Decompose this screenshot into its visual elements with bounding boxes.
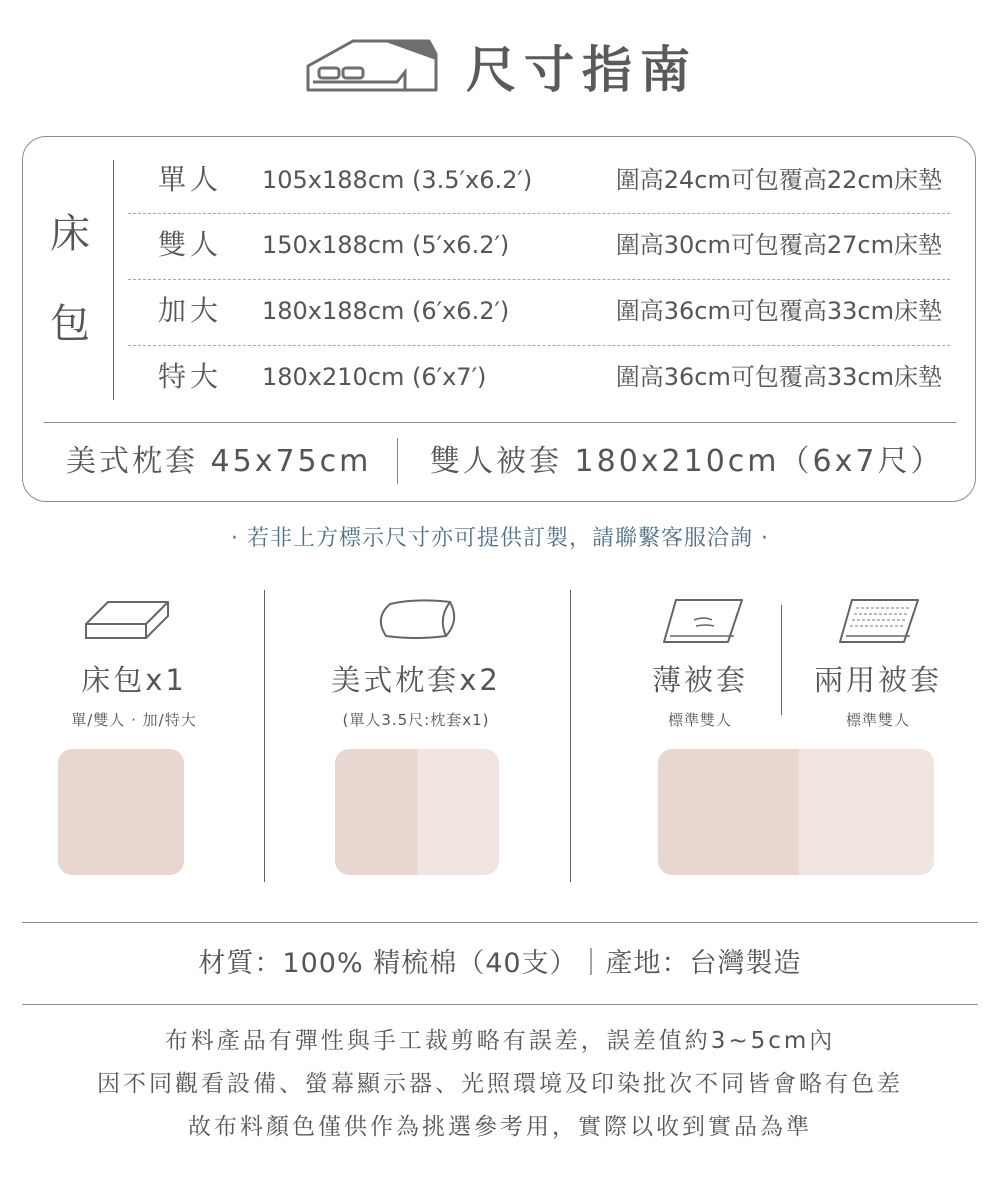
product-name: 美式枕套x2 xyxy=(331,663,501,697)
disclaimer-line: 因不同觀看設備、螢幕顯示器、光照環境及印染批次不同皆會略有色差 xyxy=(97,1071,903,1097)
size-row-king xyxy=(128,357,950,397)
page-title: 尺寸指南 xyxy=(466,41,698,99)
size-coverage: 圍高36cm可包覆高33cm床墊 xyxy=(615,363,942,391)
size-row-double xyxy=(128,225,950,265)
product-name: 床包x1 xyxy=(81,663,187,697)
fitted-sheet-label-2: 包 xyxy=(50,301,90,347)
size-name: 特大 xyxy=(158,360,223,393)
divider xyxy=(397,438,398,484)
divider xyxy=(570,590,571,882)
size-dimension: 180x210cm (6′x7′) xyxy=(262,363,487,391)
swatch-light xyxy=(799,749,934,875)
dashed-divider xyxy=(128,279,950,280)
divider xyxy=(22,922,978,923)
divider xyxy=(22,1004,978,1005)
product-name: 薄被套 xyxy=(651,663,748,697)
pillowcase-size: 美式枕套 45x75cm xyxy=(66,444,372,479)
size-row-queen xyxy=(128,291,950,331)
dashed-divider xyxy=(128,213,950,214)
dual-use-quilt-icon xyxy=(838,598,920,648)
product-name: 兩用被套 xyxy=(813,663,942,697)
size-name: 雙人 xyxy=(158,228,223,261)
size-row-single xyxy=(128,160,950,200)
color-swatch xyxy=(658,749,934,875)
size-coverage: 圍高30cm可包覆高27cm床墊 xyxy=(615,231,942,259)
divider xyxy=(44,422,956,423)
product-sub: 標準雙人 xyxy=(667,711,732,729)
swatch-dark xyxy=(335,749,417,875)
size-name: 單人 xyxy=(158,163,223,196)
size-coverage: 圍高24cm可包覆高22cm床墊 xyxy=(615,166,942,194)
swatch-light xyxy=(417,749,499,875)
fitted-sheet-icon xyxy=(84,598,170,646)
fitted-sheet-label-1: 床 xyxy=(50,211,90,257)
divider xyxy=(781,605,782,715)
product-sub: (單人3.5尺:枕套x1) xyxy=(342,711,490,729)
divider xyxy=(264,590,265,882)
dashed-divider xyxy=(128,345,950,346)
size-dimension: 180x188cm (6′x6.2′) xyxy=(262,297,510,325)
color-swatch xyxy=(335,749,499,875)
product-sub: 標準雙人 xyxy=(845,711,910,729)
swatch-dark xyxy=(58,749,184,875)
custom-order-note: · 若非上方標示尺寸亦可提供訂製，請聯繫客服洽詢 · xyxy=(231,526,769,551)
pillow-icon xyxy=(376,598,460,644)
color-swatch xyxy=(58,749,184,875)
divider xyxy=(113,160,114,400)
thin-quilt-icon xyxy=(662,598,744,648)
disclaimer-line: 布料產品有彈性與手工裁剪略有誤差，誤差值約3~5cm內 xyxy=(164,1028,836,1054)
swatch-dark xyxy=(658,749,799,875)
bed-house-icon xyxy=(305,38,439,98)
duvet-size: 雙人被套 180x210cm（6x7尺） xyxy=(430,444,944,479)
size-dimension: 150x188cm (5′x6.2′) xyxy=(262,231,510,259)
size-coverage: 圍高36cm可包覆高33cm床墊 xyxy=(615,297,942,325)
product-sub: 單/雙人 · 加/特大 xyxy=(71,711,197,729)
material-origin: 材質：100% 精梳棉（40支）｜產地：台灣製造 xyxy=(198,948,802,979)
size-dimension: 105x188cm (3.5′x6.2′) xyxy=(262,166,533,194)
disclaimer-line: 故布料顏色僅供作為挑選參考用，實際以收到實品為準 xyxy=(188,1114,812,1140)
size-name: 加大 xyxy=(158,294,223,327)
